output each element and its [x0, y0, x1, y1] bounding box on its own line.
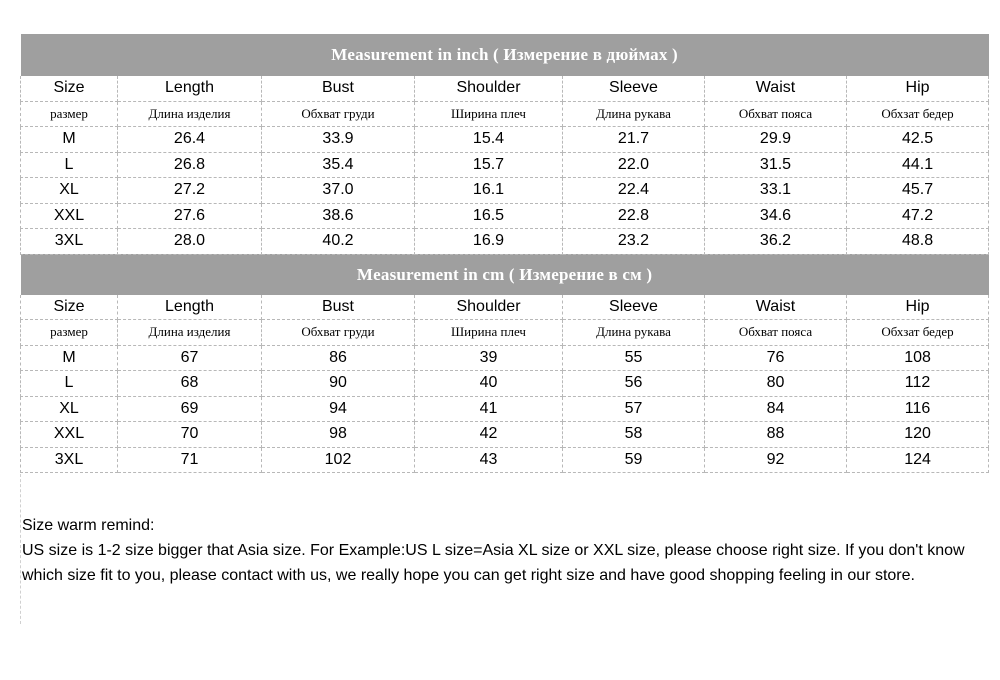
- measurement-value: 35.4: [262, 152, 415, 178]
- column-header-ru: Длина изделия: [118, 320, 262, 346]
- column-header: Size: [21, 76, 118, 101]
- measurement-value: 40.2: [262, 229, 415, 255]
- measurement-value: 67: [118, 345, 262, 371]
- column-header: Size: [21, 295, 118, 320]
- column-header-ru: размер: [21, 320, 118, 346]
- measurement-value: 56: [563, 371, 705, 397]
- column-header-ru: Длина рукава: [563, 101, 705, 127]
- measurement-value: 43: [415, 447, 563, 473]
- column-header-ru: Обхват пояса: [705, 320, 847, 346]
- measurement-value: 84: [705, 396, 847, 422]
- measurement-value: 26.4: [118, 127, 262, 153]
- notes-body: US size is 1-2 size bigger that Asia size. For Example:US L size=Asia XL size or XXL size, please choose right size. If you don't know which size fit to you, please contact with us, we really hope you can get right size and have good shopping feeling in our store.: [22, 542, 965, 584]
- measurement-value: 34.6: [705, 203, 847, 229]
- table-row: [21, 447, 989, 473]
- column-header-ru: размер: [21, 101, 118, 127]
- column-header: Waist: [705, 295, 847, 320]
- measurement-value: 37.0: [262, 178, 415, 204]
- measurement-value: 120: [847, 422, 989, 448]
- measurement-value: 59: [563, 447, 705, 473]
- column-header: Length: [118, 76, 262, 101]
- size-label: XL: [21, 396, 118, 422]
- measurement-value: 21.7: [563, 127, 705, 153]
- measurement-value: 15.4: [415, 127, 563, 153]
- inch-table-title: Measurement in inch ( Измерение в дюймах ): [21, 34, 989, 76]
- column-header: Hip: [847, 76, 989, 101]
- column-header: Shoulder: [415, 295, 563, 320]
- measurement-value: 69: [118, 396, 262, 422]
- measurement-value: 94: [262, 396, 415, 422]
- measurement-value: 27.2: [118, 178, 262, 204]
- size-label: L: [21, 152, 118, 178]
- measurement-value: 16.9: [415, 229, 563, 255]
- size-label: M: [21, 345, 118, 371]
- measurement-value: 27.6: [118, 203, 262, 229]
- measurement-value: 71: [118, 447, 262, 473]
- measurement-value: 38.6: [262, 203, 415, 229]
- column-header-ru: Длина рукава: [563, 320, 705, 346]
- measurement-value: 26.8: [118, 152, 262, 178]
- size-chart-body: [21, 34, 989, 473]
- column-header-ru: Обхзат бедер: [847, 320, 989, 346]
- size-label: M: [21, 127, 118, 153]
- measurement-value: 92: [705, 447, 847, 473]
- column-header-ru: Длина изделия: [118, 101, 262, 127]
- column-header: Waist: [705, 76, 847, 101]
- measurement-value: 23.2: [563, 229, 705, 255]
- measurement-value: 16.5: [415, 203, 563, 229]
- measurement-value: 28.0: [118, 229, 262, 255]
- measurement-value: 124: [847, 447, 989, 473]
- cm-table-banner: [21, 254, 989, 295]
- measurement-value: 16.1: [415, 178, 563, 204]
- measurement-value: 22.8: [563, 203, 705, 229]
- size-label: 3XL: [21, 229, 118, 255]
- size-label: XXL: [21, 203, 118, 229]
- cm-table-title: Measurement in cm ( Измерение в см ): [21, 254, 989, 295]
- measurement-value: 102: [262, 447, 415, 473]
- measurement-value: 36.2: [705, 229, 847, 255]
- column-header-ru: Обхзат бедер: [847, 101, 989, 127]
- size-label: XXL: [21, 422, 118, 448]
- table-row: [21, 371, 989, 397]
- column-header: Bust: [262, 295, 415, 320]
- size-label: XL: [21, 178, 118, 204]
- column-header-ru: Обхват груди: [262, 320, 415, 346]
- column-header: Length: [118, 295, 262, 320]
- size-label: 3XL: [21, 447, 118, 473]
- column-header-ru: Ширина плеч: [415, 101, 563, 127]
- measurement-value: 42.5: [847, 127, 989, 153]
- measurement-value: 88: [705, 422, 847, 448]
- measurement-value: 48.8: [847, 229, 989, 255]
- measurement-value: 58: [563, 422, 705, 448]
- measurement-value: 44.1: [847, 152, 989, 178]
- measurement-value: 40: [415, 371, 563, 397]
- divider: [20, 474, 21, 624]
- measurement-value: 15.7: [415, 152, 563, 178]
- table-row: [21, 152, 989, 178]
- measurement-value: 57: [563, 396, 705, 422]
- measurement-value: 116: [847, 396, 989, 422]
- inch-header-row: [21, 76, 989, 101]
- measurement-value: 47.2: [847, 203, 989, 229]
- table-row: [21, 345, 989, 371]
- inch-table-banner: [21, 34, 989, 76]
- table-row: [21, 203, 989, 229]
- size-notes: [22, 513, 992, 588]
- measurement-value: 55: [563, 345, 705, 371]
- inch-header-row-ru: [21, 101, 989, 127]
- measurement-value: 33.1: [705, 178, 847, 204]
- column-header: Sleeve: [563, 76, 705, 101]
- notes-heading: Size warm remind:: [22, 517, 155, 534]
- column-header: Bust: [262, 76, 415, 101]
- measurement-value: 41: [415, 396, 563, 422]
- cm-header-row-ru: [21, 320, 989, 346]
- measurement-value: 112: [847, 371, 989, 397]
- size-chart-table: [20, 34, 989, 473]
- measurement-value: 108: [847, 345, 989, 371]
- measurement-value: 45.7: [847, 178, 989, 204]
- column-header: Sleeve: [563, 295, 705, 320]
- measurement-value: 76: [705, 345, 847, 371]
- measurement-value: 33.9: [262, 127, 415, 153]
- table-row: [21, 178, 989, 204]
- measurement-value: 22.4: [563, 178, 705, 204]
- measurement-value: 86: [262, 345, 415, 371]
- measurement-value: 80: [705, 371, 847, 397]
- table-row: [21, 229, 989, 255]
- column-header-ru: Обхват пояса: [705, 101, 847, 127]
- column-header-ru: Обхват груди: [262, 101, 415, 127]
- column-header-ru: Ширина плеч: [415, 320, 563, 346]
- size-chart: [20, 34, 988, 473]
- column-header: Shoulder: [415, 76, 563, 101]
- table-row: [21, 422, 989, 448]
- measurement-value: 70: [118, 422, 262, 448]
- cm-header-row: [21, 295, 989, 320]
- measurement-value: 22.0: [563, 152, 705, 178]
- measurement-value: 90: [262, 371, 415, 397]
- table-row: [21, 127, 989, 153]
- measurement-value: 68: [118, 371, 262, 397]
- measurement-value: 42: [415, 422, 563, 448]
- column-header: Hip: [847, 295, 989, 320]
- measurement-value: 98: [262, 422, 415, 448]
- measurement-value: 39: [415, 345, 563, 371]
- table-row: [21, 396, 989, 422]
- measurement-value: 29.9: [705, 127, 847, 153]
- size-label: L: [21, 371, 118, 397]
- measurement-value: 31.5: [705, 152, 847, 178]
